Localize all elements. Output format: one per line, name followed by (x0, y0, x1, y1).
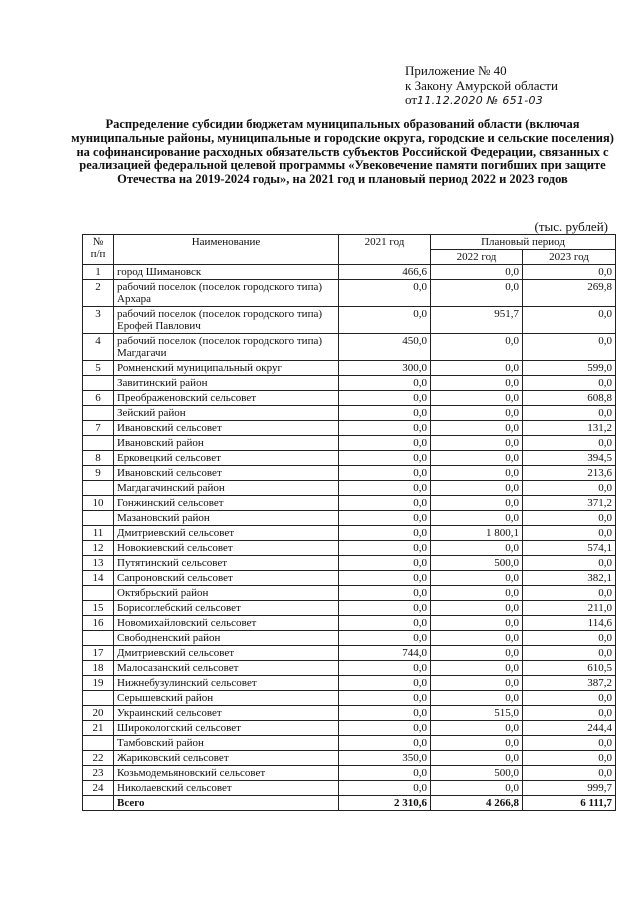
table-row (83, 406, 616, 421)
row-name: Сапроновский сельсовет (114, 571, 339, 586)
appendix-law: к Закону Амурской области (405, 77, 558, 93)
row-number: 1 (83, 265, 114, 280)
table-row (83, 751, 616, 766)
row-2022: 0,0 (431, 334, 523, 361)
row-name: Мазановский район (114, 511, 339, 526)
row-2021: 0,0 (339, 481, 431, 496)
row-2022: 0,0 (431, 781, 523, 796)
table-row (83, 481, 616, 496)
total-2021: 2 310,6 (339, 796, 431, 811)
row-2022: 0,0 (431, 736, 523, 751)
row-2021: 0,0 (339, 451, 431, 466)
row-2023: 0,0 (523, 376, 616, 391)
row-2022: 0,0 (431, 616, 523, 631)
row-2023: 0,0 (523, 406, 616, 421)
table-row (83, 646, 616, 661)
row-name: Преображеновский сельсовет (114, 391, 339, 406)
row-2022: 0,0 (431, 436, 523, 451)
row-2021: 0,0 (339, 436, 431, 451)
row-number: 19 (83, 676, 114, 691)
row-2023: 0,0 (523, 631, 616, 646)
row-2023: 608,8 (523, 391, 616, 406)
row-2023: 131,2 (523, 421, 616, 436)
row-2022: 0,0 (431, 676, 523, 691)
row-name: Нижнебузулинский сельсовет (114, 676, 339, 691)
row-number (83, 436, 114, 451)
row-number: 4 (83, 334, 114, 361)
row-number: 22 (83, 751, 114, 766)
row-2023: 0,0 (523, 751, 616, 766)
row-2022: 0,0 (431, 751, 523, 766)
row-2021: 0,0 (339, 571, 431, 586)
row-2023: 0,0 (523, 481, 616, 496)
row-2021: 0,0 (339, 766, 431, 781)
row-2023: 0,0 (523, 766, 616, 781)
row-2022: 0,0 (431, 511, 523, 526)
row-number (83, 406, 114, 421)
row-name: Борисоглебский сельсовет (114, 601, 339, 616)
row-2021: 0,0 (339, 586, 431, 601)
row-name: Дмитриевский сельсовет (114, 526, 339, 541)
table-row (83, 676, 616, 691)
row-number: 7 (83, 421, 114, 436)
table-row (83, 391, 616, 406)
row-2023: 0,0 (523, 265, 616, 280)
row-name: Новокиевский сельсовет (114, 541, 339, 556)
row-2021: 0,0 (339, 691, 431, 706)
subsidy-table (82, 234, 616, 811)
row-2021: 0,0 (339, 706, 431, 721)
row-2023: 213,6 (523, 466, 616, 481)
table-row (83, 361, 616, 376)
row-name: Жариковский сельсовет (114, 751, 339, 766)
row-2021: 0,0 (339, 631, 431, 646)
appendix-block (405, 64, 630, 109)
row-2023: 244,4 (523, 721, 616, 736)
row-number: 11 (83, 526, 114, 541)
row-name: Магдагачинский район (114, 481, 339, 496)
row-2021: 0,0 (339, 376, 431, 391)
row-2023: 114,6 (523, 616, 616, 631)
row-name: Гонжинский сельсовет (114, 496, 339, 511)
row-2021: 300,0 (339, 361, 431, 376)
table-row (83, 706, 616, 721)
table-row (83, 280, 616, 307)
row-number: 9 (83, 466, 114, 481)
table-row (83, 721, 616, 736)
row-2022: 0,0 (431, 601, 523, 616)
row-name: Тамбовский район (114, 736, 339, 751)
row-2022: 1 800,1 (431, 526, 523, 541)
row-2022: 0,0 (431, 631, 523, 646)
row-2021: 0,0 (339, 307, 431, 334)
table-row (83, 571, 616, 586)
row-number (83, 586, 114, 601)
row-2023: 610,5 (523, 661, 616, 676)
row-number (83, 376, 114, 391)
document-title: Распределение субсидии бюджетам муниципальных образований области (включая муниципальные районы, муниципальные и городские округа, городские и сельские поселения) на софинансирование расходных обязательств субъектов Российской Федерации, связанных с реализацией федеральной целевой программы «Увековечение памяти погибших при защите Отечества на 2019-2024 годы», на 2021 год и плановый период 2022 и 2023 годов (71, 117, 614, 187)
row-2022: 0,0 (431, 265, 523, 280)
row-2021: 0,0 (339, 421, 431, 436)
appendix-handwritten-date: 11.12.2020 № 651-03 (417, 94, 544, 107)
row-2021: 0,0 (339, 391, 431, 406)
row-2023: 0,0 (523, 586, 616, 601)
row-2022: 0,0 (431, 646, 523, 661)
row-name: Новомихайловский сельсовет (114, 616, 339, 631)
table-row (83, 661, 616, 676)
row-number: 13 (83, 556, 114, 571)
appendix-date-line (405, 93, 630, 109)
row-name: рабочий поселок (поселок городского типа) Магдагачи (114, 334, 339, 361)
row-number (83, 631, 114, 646)
row-2021: 0,0 (339, 781, 431, 796)
row-2022: 0,0 (431, 451, 523, 466)
row-2022: 0,0 (431, 691, 523, 706)
total-label: Всего (114, 796, 339, 811)
row-2022: 0,0 (431, 496, 523, 511)
table-row (83, 586, 616, 601)
row-number: 10 (83, 496, 114, 511)
row-name: город Шимановск (114, 265, 339, 280)
row-2022: 500,0 (431, 766, 523, 781)
row-number: 3 (83, 307, 114, 334)
row-name: Николаевский сельсовет (114, 781, 339, 796)
table-row (83, 511, 616, 526)
row-name: Зейский район (114, 406, 339, 421)
header-planned-period: Плановый период (431, 235, 616, 250)
table-row (83, 781, 616, 796)
row-2021: 0,0 (339, 511, 431, 526)
row-2023: 574,1 (523, 541, 616, 556)
row-name: Козьмодемьяновский сельсовет (114, 766, 339, 781)
row-number: 5 (83, 361, 114, 376)
row-name: Свободненский район (114, 631, 339, 646)
row-2021: 350,0 (339, 751, 431, 766)
header-2023: 2023 год (523, 250, 616, 265)
row-2023: 382,1 (523, 571, 616, 586)
row-2021: 744,0 (339, 646, 431, 661)
row-2023: 0,0 (523, 556, 616, 571)
table-row (83, 466, 616, 481)
row-2022: 0,0 (431, 376, 523, 391)
row-number: 24 (83, 781, 114, 796)
row-number: 23 (83, 766, 114, 781)
table-row (83, 736, 616, 751)
row-2022: 0,0 (431, 661, 523, 676)
row-number (83, 481, 114, 496)
row-2023: 0,0 (523, 736, 616, 751)
row-name: Украинский сельсовет (114, 706, 339, 721)
table-row (83, 307, 616, 334)
row-2021: 0,0 (339, 541, 431, 556)
table-row (83, 265, 616, 280)
row-2021: 0,0 (339, 406, 431, 421)
row-2023: 0,0 (523, 511, 616, 526)
header-2022: 2022 год (431, 250, 523, 265)
row-2022: 515,0 (431, 706, 523, 721)
row-2022: 0,0 (431, 586, 523, 601)
appendix-number: Приложение № 40 (405, 63, 507, 78)
table-row (83, 334, 616, 361)
row-2023: 0,0 (523, 691, 616, 706)
row-name: Ромненский муниципальный округ (114, 361, 339, 376)
row-name: Ивановский сельсовет (114, 421, 339, 436)
row-number (83, 736, 114, 751)
row-name: Ерковецкий сельсовет (114, 451, 339, 466)
total-2023: 6 111,7 (523, 796, 616, 811)
row-2021: 0,0 (339, 661, 431, 676)
row-number (83, 691, 114, 706)
row-2022: 0,0 (431, 406, 523, 421)
row-2021: 0,0 (339, 280, 431, 307)
row-2021: 0,0 (339, 601, 431, 616)
row-2022: 0,0 (431, 571, 523, 586)
row-2023: 0,0 (523, 307, 616, 334)
row-name: Октябрьский район (114, 586, 339, 601)
units-label: (тыс. рублей) (534, 219, 608, 234)
table-row (83, 436, 616, 451)
row-name: Дмитриевский сельсовет (114, 646, 339, 661)
row-2022: 0,0 (431, 421, 523, 436)
row-2023: 0,0 (523, 436, 616, 451)
table-row (83, 496, 616, 511)
row-2021: 0,0 (339, 616, 431, 631)
row-2022: 0,0 (431, 466, 523, 481)
row-2023: 394,5 (523, 451, 616, 466)
table-row (83, 421, 616, 436)
row-2022: 0,0 (431, 721, 523, 736)
row-number: 16 (83, 616, 114, 631)
row-name: Завитинский район (114, 376, 339, 391)
row-2023: 0,0 (523, 526, 616, 541)
row-2023: 269,8 (523, 280, 616, 307)
row-2022: 0,0 (431, 481, 523, 496)
row-2023: 0,0 (523, 646, 616, 661)
table-row (83, 376, 616, 391)
row-name: рабочий поселок (поселок городского типа) Ерофей Павлович (114, 307, 339, 334)
row-2023: 371,2 (523, 496, 616, 511)
table-row (83, 766, 616, 781)
row-number: 17 (83, 646, 114, 661)
table-row (83, 556, 616, 571)
total-row (83, 796, 616, 811)
row-number: 21 (83, 721, 114, 736)
row-number: 20 (83, 706, 114, 721)
row-2021: 0,0 (339, 526, 431, 541)
row-2021: 450,0 (339, 334, 431, 361)
row-2021: 0,0 (339, 496, 431, 511)
row-name: рабочий поселок (поселок городского типа) Архара (114, 280, 339, 307)
row-number: 6 (83, 391, 114, 406)
row-number (83, 511, 114, 526)
row-2022: 0,0 (431, 361, 523, 376)
row-2021: 0,0 (339, 676, 431, 691)
row-2023: 0,0 (523, 334, 616, 361)
row-2021: 0,0 (339, 466, 431, 481)
table-row (83, 526, 616, 541)
header-number: № п/п (83, 235, 114, 265)
row-2023: 599,0 (523, 361, 616, 376)
row-name: Ивановский сельсовет (114, 466, 339, 481)
row-2023: 999,7 (523, 781, 616, 796)
row-number: 14 (83, 571, 114, 586)
row-number: 15 (83, 601, 114, 616)
row-number: 12 (83, 541, 114, 556)
table-row (83, 451, 616, 466)
row-2022: 0,0 (431, 391, 523, 406)
table-row (83, 601, 616, 616)
row-2022: 500,0 (431, 556, 523, 571)
row-number: 8 (83, 451, 114, 466)
table-row (83, 631, 616, 646)
row-2023: 0,0 (523, 706, 616, 721)
total-2022: 4 266,8 (431, 796, 523, 811)
row-2022: 951,7 (431, 307, 523, 334)
row-name: Путятинский сельсовет (114, 556, 339, 571)
header-2021: 2021 год (339, 235, 431, 265)
row-2021: 0,0 (339, 556, 431, 571)
row-2022: 0,0 (431, 280, 523, 307)
row-number: 18 (83, 661, 114, 676)
row-2023: 387,2 (523, 676, 616, 691)
row-2021: 0,0 (339, 736, 431, 751)
row-name: Серышевский район (114, 691, 339, 706)
header-name: Наименование (114, 235, 339, 265)
row-name: Малосазанский сельсовет (114, 661, 339, 676)
table-row (83, 541, 616, 556)
table-row (83, 616, 616, 631)
row-name: Широкологский сельсовет (114, 721, 339, 736)
row-number: 2 (83, 280, 114, 307)
row-2022: 0,0 (431, 541, 523, 556)
appendix-date-prefix: от (405, 92, 418, 107)
row-2021: 466,6 (339, 265, 431, 280)
row-name: Ивановский район (114, 436, 339, 451)
table-row (83, 691, 616, 706)
row-2021: 0,0 (339, 721, 431, 736)
row-2023: 211,0 (523, 601, 616, 616)
